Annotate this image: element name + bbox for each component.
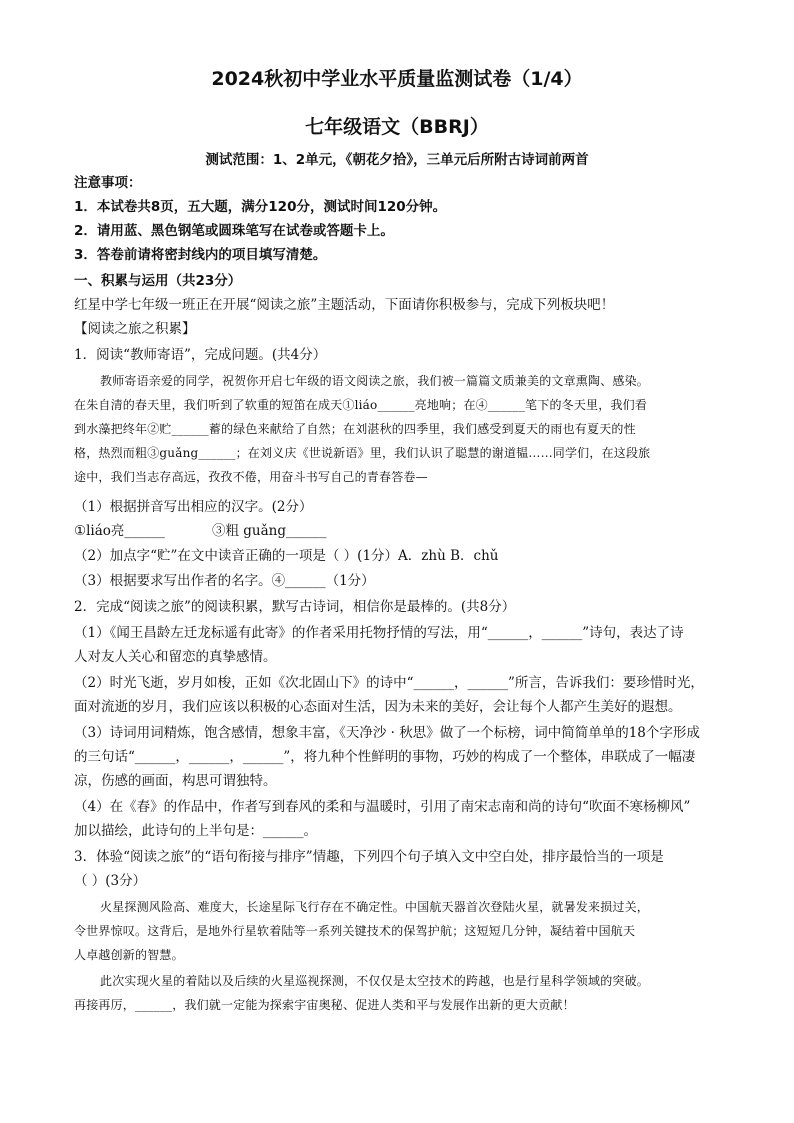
passage-line: 在朱自清的春天里，我们听到了软重的短笛在成天①liáo______亮地响；在④______笔下的冬天里，我们看 [74,398,648,412]
passage-line: 令世界惊叹。这背后，是地外行星软着陆等一系列关键技术的保驾护航；这短短几分钟，凝结着中国航天 [74,924,636,938]
passage-line: 途中，我们当志存高远，孜孜不倦，用奋斗书写自己的青春答卷— [74,470,428,484]
question-2-line: （3）诗词用词精炼，饱含感情，想象丰富，《天净沙 · 秋思》做了一个标榜，词中简简单单的18个字形成 [74,725,700,741]
question-2-line: （2）时光飞逝，岁月如梭，正如《次北固山下》的诗中“______，______”所言，告诉我们：要珍惜时光， [74,675,704,691]
notice-item-2: 2．请用蓝、黑色钢笔或圆珠笔写在试卷或答题卡上。 [74,223,394,239]
section-heading: 一、积累与运用（共23分） [74,273,242,289]
passage-line: 到水藻把终年②贮______蓄的绿色来献给了自然；在刘湛秋的四季里，我们感受到夏天的雨也有夏天的性 [74,422,636,436]
answer-blank-liao[interactable]: ①liáo亮______ [74,523,165,539]
question-2-line: （1）《闻王昌龄左迁龙标遥有此寄》的作者采用托物抒情的写法，用“______，______”诗句，表达了诗 [74,625,684,641]
exam-subtitle: 七年级语文（BBRJ） [305,116,489,138]
passage-line: 人卓越创新的智慧。 [74,948,184,962]
notice-item-3: 3．答卷前请将密封线内的项目填写清楚。 [74,247,327,263]
question-2-line: 人对友人关心和留恋的真挚感情。 [74,649,277,665]
question-2-stem: 2．完成“阅读之旅”的阅读积累，默写古诗词，相信你是最棒的。(共8分） [74,599,516,615]
passage-line: 教师寄语亲爱的同学，祝贺你开启七年级的语文阅读之旅，我们被一篇篇文质兼美的文章熏陶、感染。 [100,374,650,388]
passage-line: 火星探测风险高、难度大，长途星际飞行存在不确定性。中国航天器首次登陆火星，就暑发来损过关， [100,900,650,914]
question-1-sub-2: （2）加点字“贮”在文中读音正确的一项是（ ）(1分）A．zhù B．chǔ [74,548,499,564]
exam-title: 2024秋初中学业水平质量监测试卷（1/4） [211,68,583,90]
question-2-line: 加以描绘，此诗句的上半句是：______。 [74,823,317,839]
question-3-stem: 3．体验“阅读之旅”的“语句衔接与排序”情趣，下列四个句子填入文中空白处，排序最恰当的一项是 [74,849,664,865]
notice-heading: 注意事项： [74,175,142,191]
block-label: 【阅读之旅之积累】 [74,321,196,337]
question-1-stem: 1．阅读“教师寄语”，完成问题。(共4分） [74,347,327,363]
passage-line: 格，热烈而粗③guǎng______；在刘义庆《世说新语》里，我们认识了聪慧的谢道韫……同学们，在这段旅 [74,446,651,460]
question-3-answer-choice: （ ）(3分） [74,873,147,889]
passage-line: 再接再厉，______，我们就一定能为探索宇宙奥秘、促进人类和平与发展作出新的更大贡献！ [74,998,575,1012]
question-1-sub-1: （1）根据拼音写出相应的汉字。(2分） [74,499,313,515]
section-intro: 红星中学七年级一班正在开展“阅读之旅”主题活动，下面请你积极参与，完成下列板块吧！ [74,297,615,313]
question-2-line: 的三句话“______，______，______”，将九种个性鲜明的事物，巧妙的构成了一个整体，串联成了一幅凄 [74,749,696,765]
question-1-sub-3: （3）根据要求写出作者的名字。④______（1分） [74,573,375,589]
question-2-line: （4）在《春》的作品中，作者写到春风的柔和与温暖时，引用了南宋志南和尚的诗句“吹面不寒杨柳风” [74,799,691,815]
question-2-line: 凉，伤感的画面，构思可谓独特。 [74,773,277,789]
notice-item-1: 1．本试卷共8页，五大题，满分120分，测试时间120分钟。 [74,199,447,215]
question-2-line: 面对流逝的岁月，我们应该以积极的心态面对生活，因为未来的美好，会让每个人都产生美好的遐想。 [74,699,682,715]
answer-blank-guang[interactable]: ③粗 guǎng______ [212,523,327,539]
test-scope: 测试范围：1、2单元，《朝花夕拾》，三单元后所附古诗词前两首 [205,152,589,168]
passage-line: 此次实现火星的着陆以及后续的火星巡视探测，不仅仅是太空技术的跨越，也是行星科学领域的突破。 [100,974,650,988]
